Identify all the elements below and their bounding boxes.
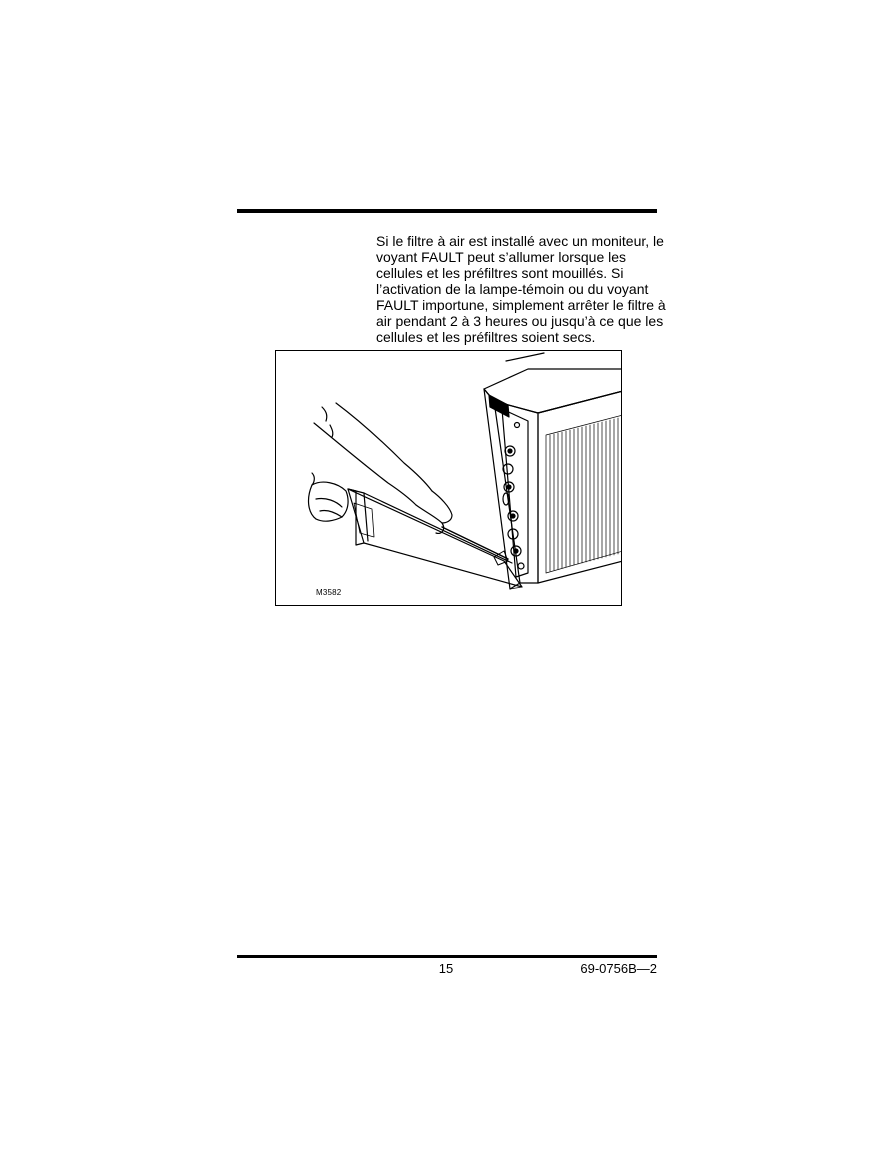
- instruction-paragraph: [376, 233, 666, 345]
- air-cleaner-illustration: [276, 351, 622, 606]
- page-number: 15: [438, 961, 454, 976]
- paragraph-line: Si le filtre à air est installé avec un moniteur, le: [376, 233, 664, 249]
- document-number: 69-0756B—2: [580, 961, 657, 976]
- right-hand: [314, 403, 452, 533]
- paragraph-line: FAULT importune, simplement arrêter le filtre à: [376, 297, 666, 313]
- header-rule: [237, 209, 657, 213]
- paragraph-line: cellules et les préfiltres soient secs.: [376, 329, 596, 345]
- left-hand: [309, 473, 349, 521]
- paragraph-line: voyant FAULT peut s’allumer lorsque les: [376, 249, 627, 265]
- filter-frame: [348, 489, 522, 587]
- cabinet-front-panel: [484, 389, 538, 589]
- figure-code: M3582: [316, 588, 342, 597]
- brand-badge: [489, 395, 520, 428]
- paragraph-line: air pendant 2 à 3 heures ou jusqu’à ce que les: [376, 313, 664, 329]
- paragraph-line: l’activation de la lampe-témoin ou du voyant: [376, 281, 649, 297]
- door-openings: [503, 446, 524, 569]
- side-grille: [538, 391, 622, 583]
- paragraph-line: cellules et les préfiltres sont mouillés. Si: [376, 265, 624, 281]
- footer-rule: [237, 955, 657, 958]
- illustration-frame: [275, 350, 622, 606]
